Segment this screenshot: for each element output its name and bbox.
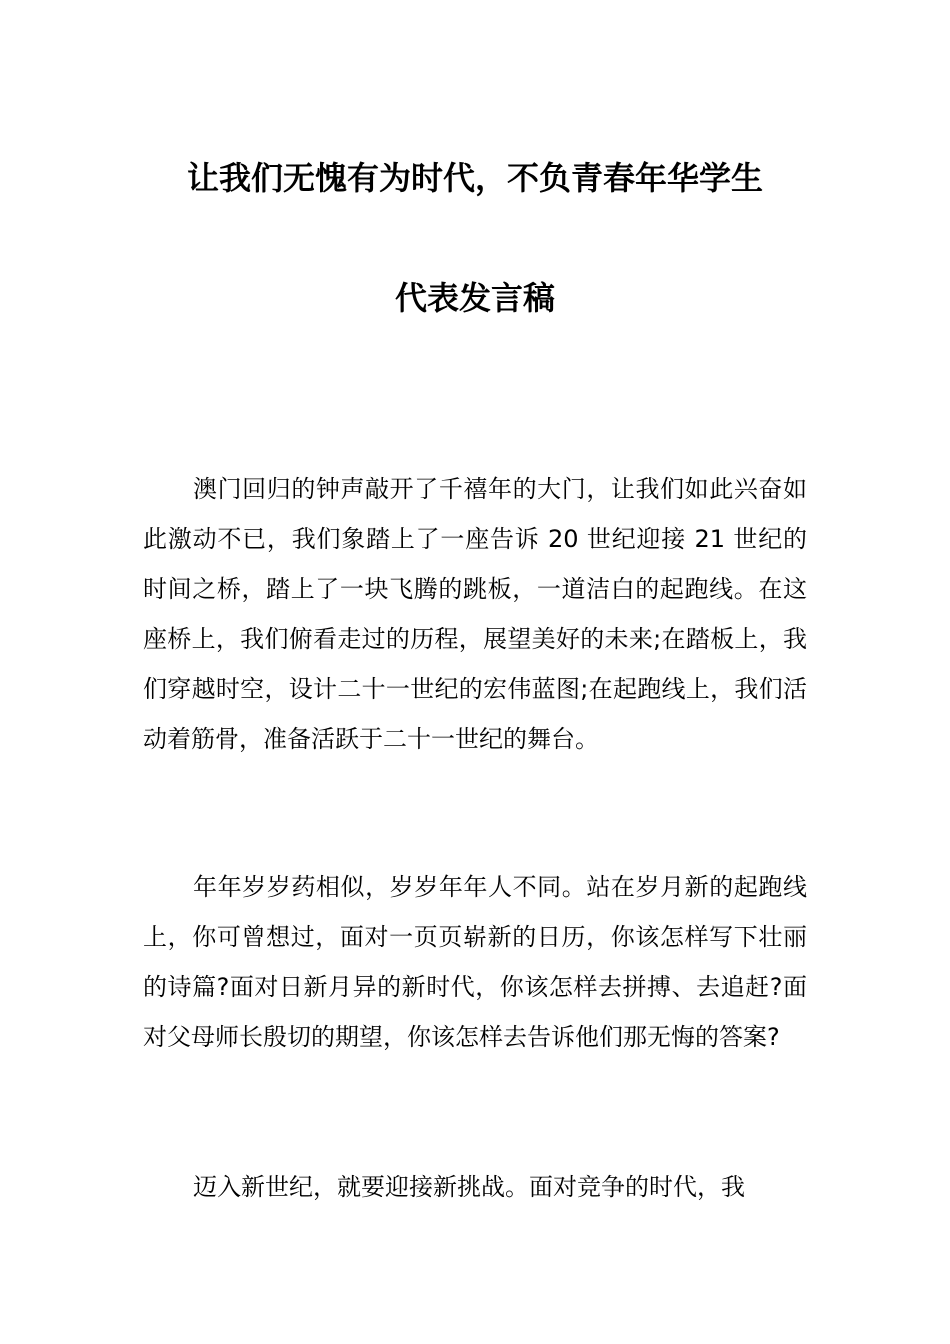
document-title-line-2: 代表发言稿 [394,279,555,317]
body-paragraph-3: 迈入新世纪，就要迎接新挑战。面对竞争的时代，我 [193,1173,745,1201]
document-title-line-1: 让我们无愧有为时代，不负青春年华学生 [186,159,763,197]
body-paragraph-2: 年年岁岁药相似，岁岁年年人不同。站在岁月新的起跑线上，你可曾想过，面对一页页崭新的日历，你该怎样写下壮丽的诗篇?面对日新月异的新时代，你该怎样去拼搏、去追赶?面对父母师长殷切的期望，你该怎样去告诉他们那无悔的答案? [143,873,807,1051]
body-paragraph-1: 澳门回归的钟声敲开了千禧年的大门，让我们如此兴奋如此激动不已，我们象踏上了一座告诉 20 世纪迎接 21 世纪的时间之桥，踏上了一块飞腾的跳板，一道洁白的起跑线。在这座桥上，我们俯看走过的历程，展望美好的未来;在踏板上，我们穿越时空，设计二十一世纪的宏伟蓝图;在起跑线上，我们活动着筋骨，准备活跃于二十一世纪的舞台。 [143,475,807,753]
